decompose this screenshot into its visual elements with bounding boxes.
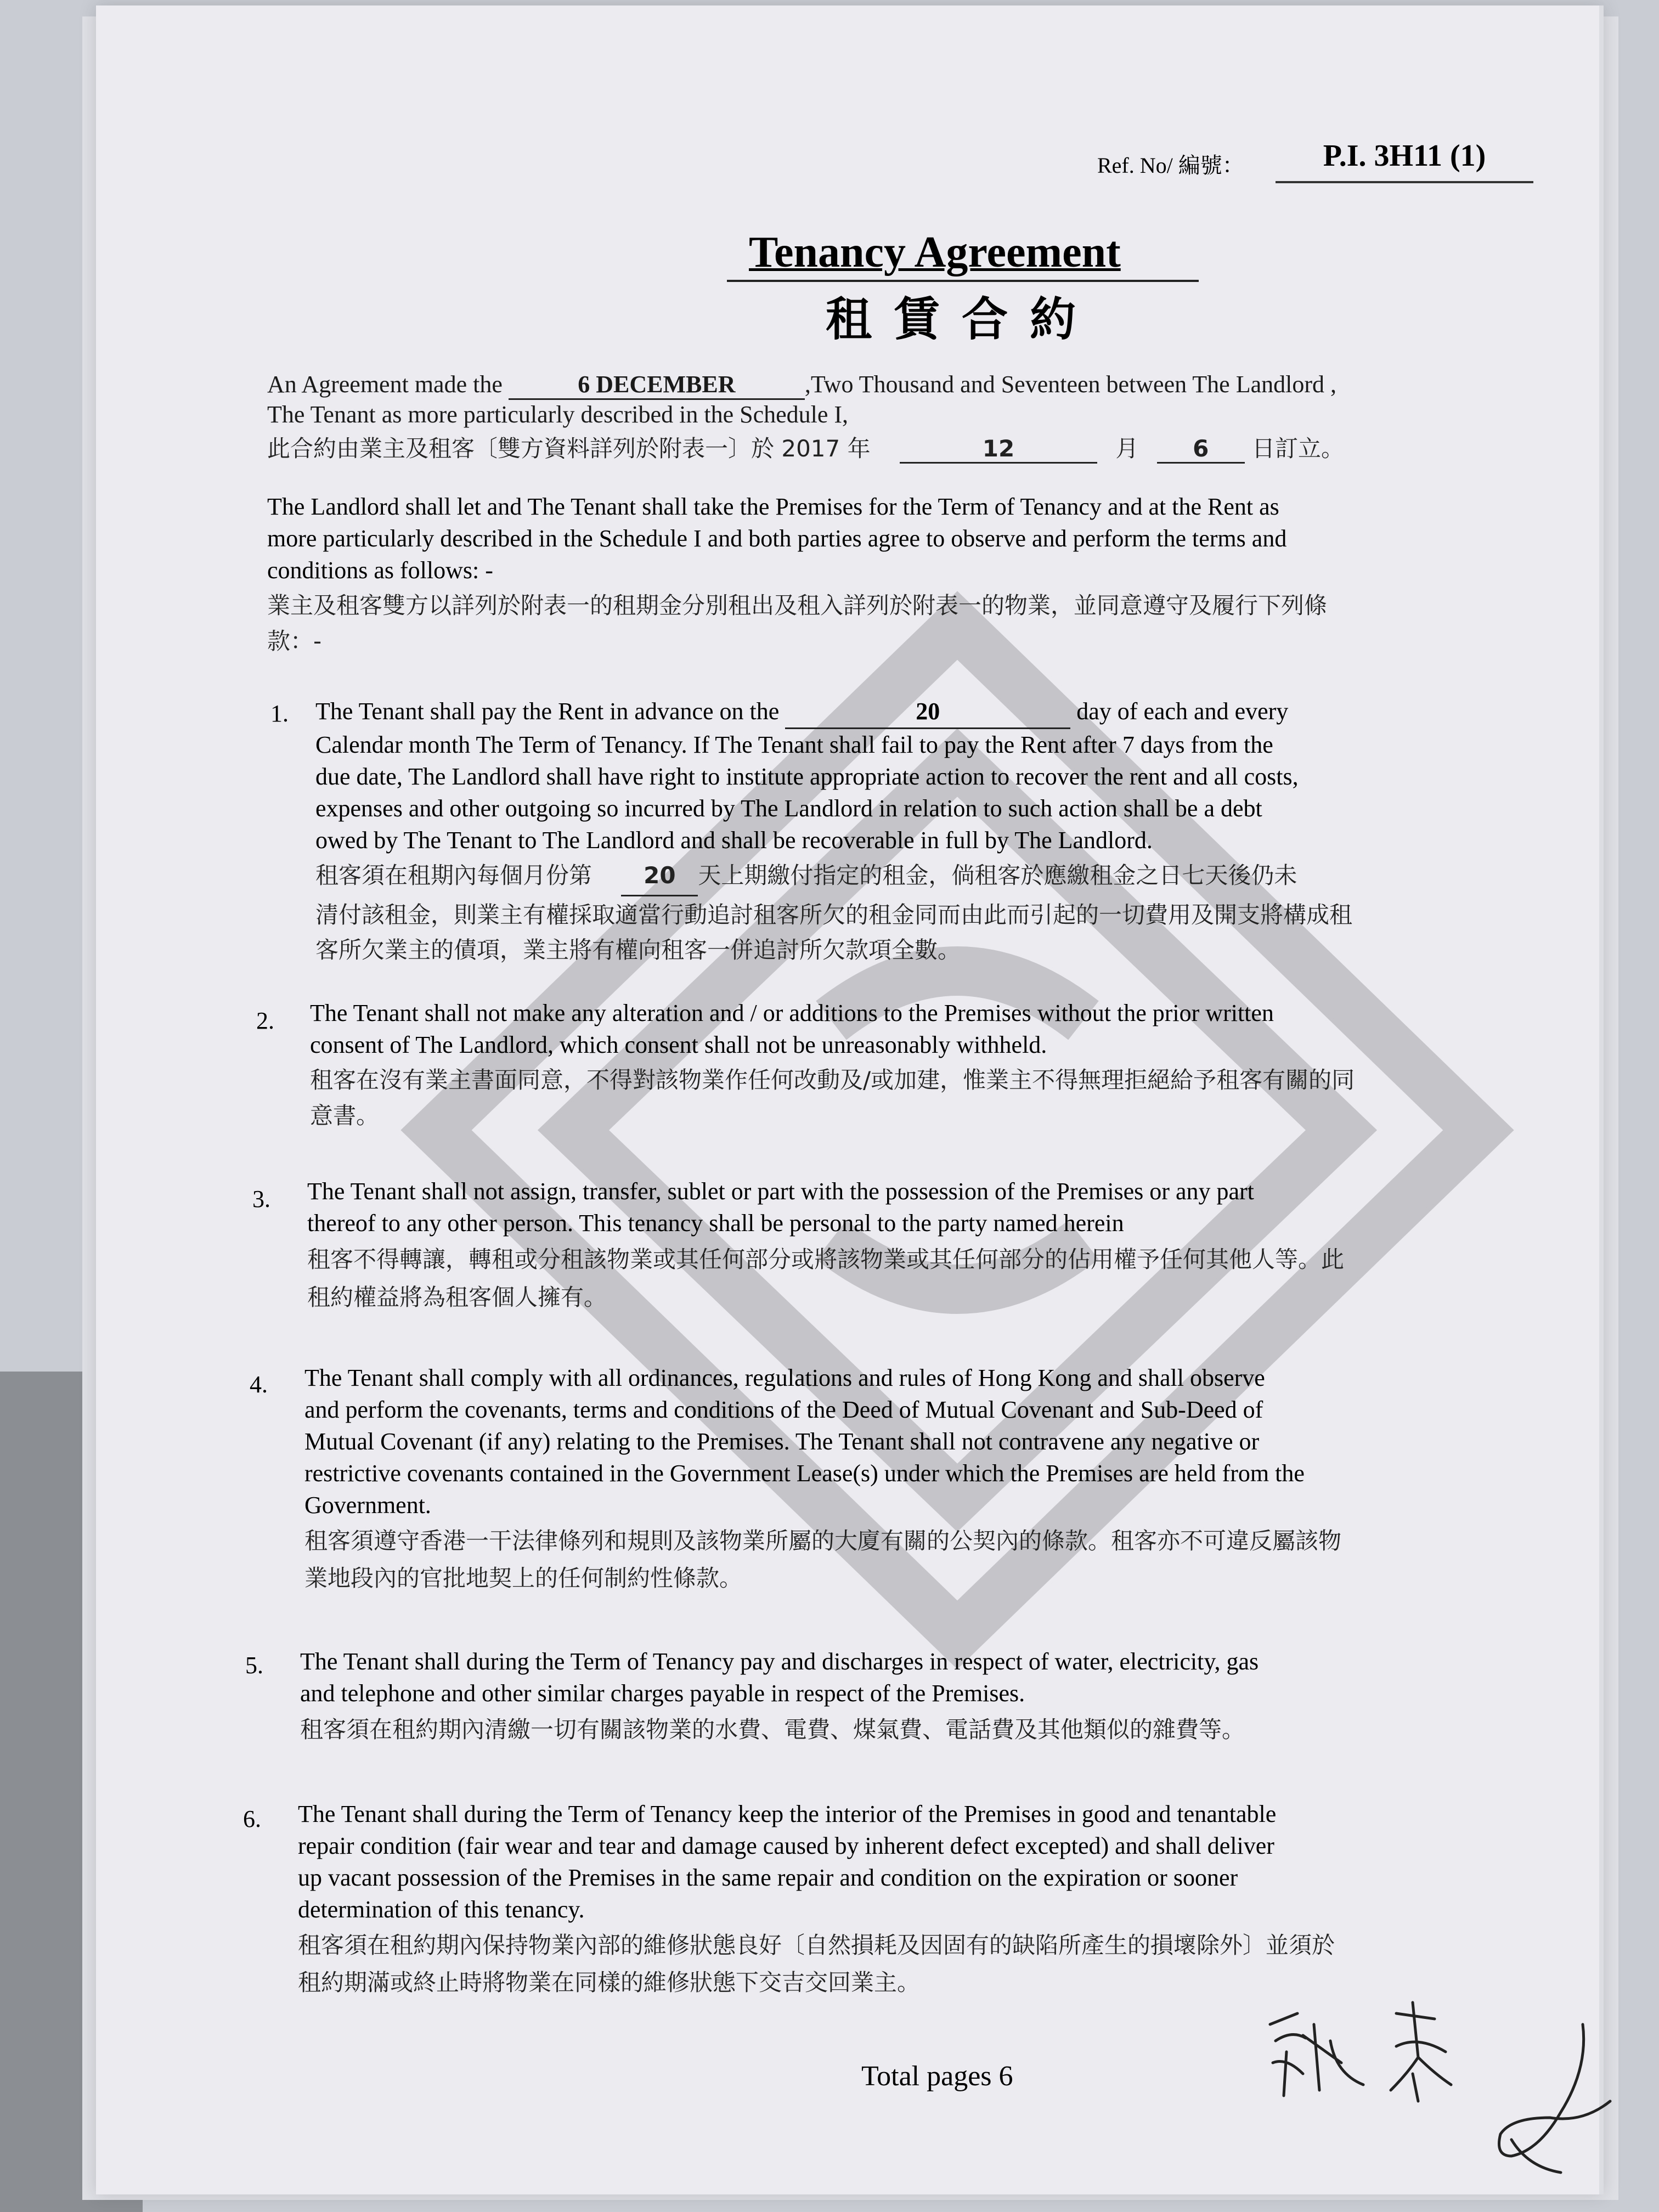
clause-line: and perform the covenants, terms and conditions of the Deed of Mutual Covenant and Sub-Deed of (304, 1396, 1263, 1423)
clause-line-zh: 租客須在租約期內保持物業內部的維修狀態良好〔自然損耗及因固有的缺陷所產生的損壞除外〕並須於 (298, 1932, 1335, 1959)
agreement-day: 6 (1157, 435, 1245, 464)
agreement-month: 12 (900, 435, 1097, 464)
clause-line-zh: 租客在沒有業主書面同意，不得對該物業作任何改動及/或加建，惟業主不得無理拒絕給予租客有關的同 (310, 1066, 1355, 1093)
clause-line-zh: 客所欠業主的債項，業主將有權向租客一併追討所欠款項全數。 (315, 936, 961, 963)
intro-text: 此合約由業主及租客〔雙方資料詳列於附表一〕於 2017 年 (267, 435, 871, 462)
clause-number: 6. (243, 1805, 261, 1832)
agreement-date: 6 DECEMBER (509, 370, 805, 400)
intro-text: An Agreement made the (267, 371, 503, 398)
title-chinese: 租賃合約 (826, 292, 1098, 346)
clause-number: 2. (256, 1007, 274, 1034)
ref-label: Ref. No/ 編號： (1097, 153, 1244, 178)
clause-line-zh: 清付該租金，則業主有權採取適當行動追討租客所欠的租金同而由此而引起的一切費用及開支將構成租 (315, 901, 1353, 928)
clause-line-zh: 意書。 (310, 1102, 380, 1129)
clause-number: 1. (270, 700, 289, 727)
title-rule (727, 280, 1199, 282)
clause-line: expenses and other outgoing so incurred by The Landlord in relation to such action shall be a debt (315, 795, 1262, 822)
clause-line-zh: 租客須遵守香港一干法律條列和規則及該物業所屬的大廈有關的公契內的條款。租客亦不可違反屬該物 (304, 1527, 1342, 1554)
preamble-en-line: conditions as follows: - (267, 557, 493, 584)
preamble-zh-line: 業主及租客雙方以詳列於附表一的租期金分別租出及租入詳列於附表一的物業，並同意遵守及履行下列條 (267, 592, 1328, 619)
clause-text: 天上期繳付指定的租金，倘租客於應繳租金之日七天後仍未 (698, 862, 1297, 889)
clause-line: The Tenant shall during the Term of Tenancy pay and discharges in respect of water, electricity, gas (300, 1648, 1259, 1675)
preamble-en-line: The Landlord shall let and The Tenant shall take the Premises for the Term of Tenancy and at the Rent as (267, 493, 1279, 520)
clause-line-zh: 租約權益將為租客個人擁有。 (307, 1284, 607, 1311)
rent-day-field-zh: 20 (621, 856, 698, 896)
clause-line (315, 696, 1352, 729)
preamble-zh-line: 款：- (267, 628, 322, 654)
preamble-en-line: more particularly described in the Schedule I and both parties agree to observe and perform the terms and (267, 525, 1287, 552)
clause-line-zh: 業地段內的官批地契上的任何制約性條款。 (304, 1565, 743, 1592)
intro-text: ,Two Thousand and Seventeen between The Landlord , (804, 371, 1336, 398)
total-pages: Total pages 6 (861, 2061, 1013, 2092)
clause-5 (300, 1646, 1259, 1750)
clause-line: and telephone and other similar charges payable in respect of the Premises. (300, 1680, 1025, 1707)
intro-text: 月 (1115, 435, 1139, 462)
clause-line: owed by The Tenant to The Landlord and shall be recoverable in full by The Landlord. (315, 827, 1153, 854)
clause-line: The Tenant shall comply with all ordinances, regulations and rules of Hong Kong and shall observe (304, 1364, 1265, 1391)
intro-line-2: The Tenant as more particularly described in the Schedule I, (267, 401, 849, 428)
clause-line-zh: 租客不得轉讓，轉租或分租該物業或其任何部分或將該物業或其任何部分的佔用權予任何其他人等。此 (307, 1246, 1345, 1273)
clause-line: The Tenant shall not make any alteration and / or additions to the Premises without the prior written (310, 1000, 1274, 1026)
clause-number: 3. (252, 1186, 270, 1212)
clause-line-zh (315, 856, 1352, 896)
clause-2 (310, 997, 1355, 1132)
clause-3 (307, 1176, 1344, 1315)
clause-4 (304, 1362, 1341, 1596)
clause-line: due date, The Landlord shall have right to institute appropriate action to recover the rent and all costs, (315, 763, 1299, 790)
ref-number: P.I. 3H11 (1) (1276, 138, 1533, 183)
clause-6 (298, 1798, 1335, 2000)
intro-line-1 (267, 370, 1336, 400)
clause-line: repair condition (fair wear and tear and damage caused by inherent defect excepted) and shall deliver (298, 1832, 1274, 1859)
clause-line: up vacant possession of the Premises in the same repair and condition on the expiration or sooner (298, 1864, 1238, 1891)
clause-line: consent of The Landlord, which consent shall not be unreasonably withheld. (310, 1031, 1047, 1058)
clause-line: Government. (304, 1492, 431, 1519)
clause-line: thereof to any other person. This tenancy shall be personal to the party named herein (307, 1210, 1124, 1237)
preamble (267, 491, 1327, 658)
document-page (96, 5, 1604, 2194)
clause-line: The Tenant shall not assign, transfer, sublet or part with the possession of the Premises or any part (307, 1178, 1254, 1205)
clause-number: 5. (245, 1652, 263, 1679)
title-english: Tenancy Agreement (749, 228, 1121, 276)
intro-line-3 (267, 431, 1344, 464)
rent-day-field: 20 (785, 696, 1070, 729)
clause-line-zh: 租客須在租約期內清繳一切有關該物業的水費、電費、煤氣費、電話費及其他類似的雜費等。 (300, 1716, 1245, 1743)
clause-text: The Tenant shall pay the Rent in advance on the (315, 698, 780, 725)
clause-line: Mutual Covenant (if any) relating to the Premises. The Tenant shall not contravene any negative or (304, 1428, 1260, 1455)
clause-line-zh: 租約期滿或終止時將物業在同樣的維修狀態下交吉交回業主。 (298, 1969, 921, 1996)
clause-text: 租客須在租期內每個月份第 (315, 862, 592, 889)
clause-1 (315, 696, 1352, 967)
clause-line: determination of this tenancy. (298, 1896, 585, 1923)
intro-text: 日訂立。 (1252, 435, 1345, 462)
clause-line: restrictive covenants contained in the Government Lease(s) under which the Premises are held from the (304, 1460, 1305, 1487)
signature (1254, 1991, 1638, 2200)
clause-line: The Tenant shall during the Term of Tenancy keep the interior of the Premises in good and tenantable (298, 1801, 1277, 1827)
clause-number: 4. (250, 1371, 268, 1398)
clause-line: Calendar month The Term of Tenancy. If The Tenant shall fail to pay the Rent after 7 days from the (315, 731, 1273, 758)
clause-text: day of each and every (1076, 698, 1289, 725)
